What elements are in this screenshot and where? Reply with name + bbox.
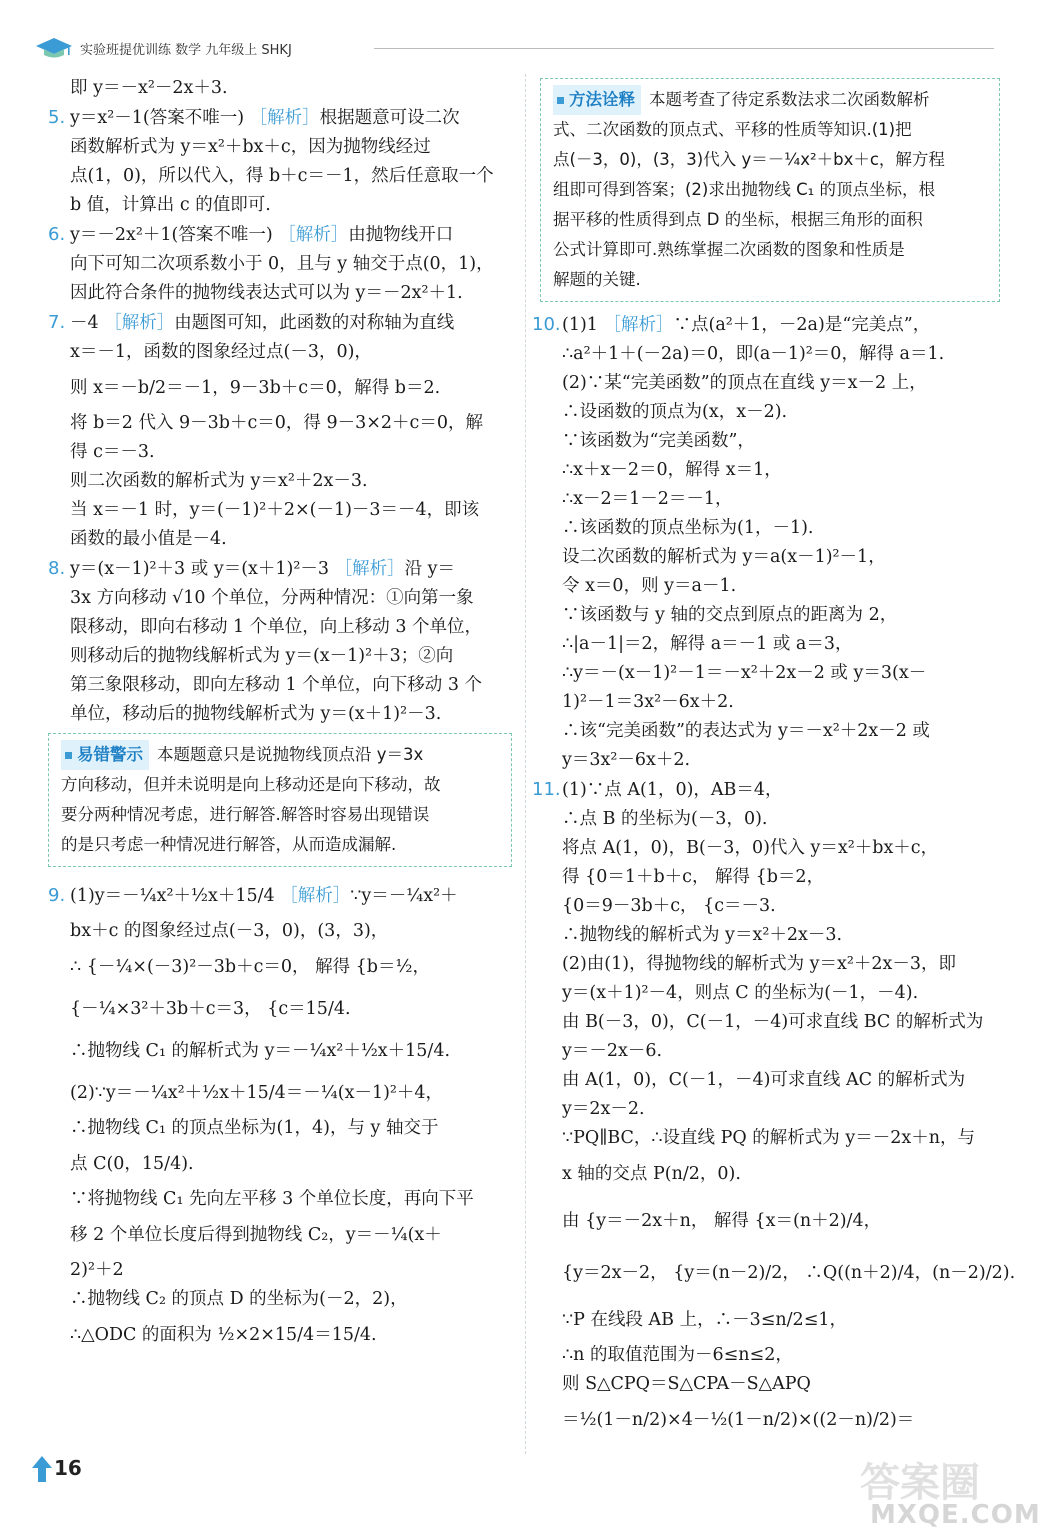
text-line: 函数的最小值是－4. bbox=[70, 529, 227, 549]
answer-text: y＝－2x²＋1(答案不唯一) bbox=[70, 225, 273, 245]
text-line: x 轴的交点 P(n/2，0). bbox=[562, 1164, 741, 1184]
text-line: ∵y＝－¼x²＋ bbox=[350, 886, 458, 906]
text-line: b 值，计算出 c 的值即可. bbox=[70, 195, 271, 215]
text-line: (1)∵点 A(1，0)，AB＝4， bbox=[562, 780, 783, 800]
text-line: 则二次函数的解析式为 y＝x²＋2x－3. bbox=[70, 471, 368, 491]
text-line: 移 2 个单位长度后得到抛物线 C₂，y＝－¼(x＋ bbox=[70, 1225, 442, 1245]
text-line: 得 {0＝1＋b＋c， 解得 {b＝2， bbox=[562, 867, 825, 887]
answer-text: y＝(x－1)²＋3 或 y＝(x＋1)²－3 bbox=[70, 559, 330, 579]
text-line: 因此符合条件的抛物线表达式可以为 y＝－2x²＋1. bbox=[70, 283, 463, 303]
text-line: 1)²－1＝3x²－6x＋2. bbox=[562, 692, 734, 712]
text-line: ∴x＋x－2＝0，解得 x＝1， bbox=[562, 460, 782, 480]
text-line: ∴|a－1|＝2，解得 a＝－1 或 a＝3， bbox=[562, 634, 853, 654]
text-line: ∵将抛物线 C₁ 先向左平移 3 个单位长度，再向下平 bbox=[70, 1189, 474, 1209]
text-line: 则 x＝－b/2＝－1，9－3b＋c＝0，解得 b＝2. bbox=[70, 378, 441, 398]
text-line: 式、二次函数的顶点式、平移的性质等知识.(1)把 bbox=[553, 120, 912, 139]
watermark-url: MXQE.COM bbox=[870, 1500, 1041, 1530]
text-line: 由 A(1，0)，C(－1，－4)可求直线 AC 的解析式为 bbox=[562, 1070, 966, 1090]
page-number: 16 bbox=[54, 1456, 82, 1480]
text-line: ∵P 在线段 AB 上，∴－3≤n/2≤1， bbox=[562, 1310, 847, 1330]
text-line: 向下可知二次项系数小于 0，且与 y 轴交于点(0，1)， bbox=[70, 254, 494, 274]
answer-text: －4 bbox=[70, 313, 99, 333]
question-number: 5. bbox=[48, 107, 66, 128]
method-explanation-box bbox=[540, 78, 1000, 302]
text-line: 则 S△CPQ＝S△CPA－S△APQ bbox=[562, 1374, 811, 1394]
page-header bbox=[34, 34, 994, 62]
text-line: 2)²＋2 bbox=[70, 1260, 124, 1280]
answer-text: (1)1 bbox=[562, 315, 598, 335]
header-rule bbox=[374, 48, 994, 49]
question-number: 9. bbox=[48, 885, 66, 906]
text-line: 3x 方向移动 √10 个单位，分两种情况：①向第一象 bbox=[70, 588, 474, 608]
text-line: (2)∵某“完美函数”的顶点在直线 y＝x－2 上， bbox=[562, 373, 927, 393]
text-line: 的是只考虑一种情况进行解答，从而造成漏解. bbox=[61, 835, 397, 854]
question-number: 10. bbox=[532, 314, 561, 335]
text-line: 方向移动，但并未说明是向上移动还是向下移动，故 bbox=[61, 775, 441, 794]
analysis-tag: ［解析］ bbox=[278, 225, 349, 245]
text-line: ∴抛物线 C₂ 的顶点 D 的坐标为(－2，2)， bbox=[70, 1289, 408, 1309]
text-line: ∵该函数与 y 轴的交点到原点的距离为 2， bbox=[562, 605, 898, 625]
text-line: {－¼×3²＋3b＋c＝3， {c＝15/4. bbox=[70, 999, 351, 1019]
text-line: ∴y＝－(x－1)²－1＝－x²＋2x－2 或 y＝3(x－ bbox=[562, 663, 927, 683]
right-column bbox=[532, 74, 1016, 1441]
watermark-logo bbox=[858, 1456, 1028, 1506]
text-line: 由 {y＝－2x＋n， 解得 {x＝(n＋2)/4， bbox=[562, 1211, 882, 1231]
answer-7 bbox=[48, 308, 512, 554]
text-line: ∴抛物线 C₁ 的顶点坐标为(1，4)，与 y 轴交于 bbox=[70, 1118, 439, 1138]
page-number-badge bbox=[30, 1454, 90, 1486]
answer-5 bbox=[48, 103, 512, 220]
answer-11 bbox=[532, 775, 1016, 1441]
left-column bbox=[48, 74, 512, 1356]
text-line: 公式计算即可.熟练掌握二次函数的图象和性质是 bbox=[553, 240, 905, 259]
analysis-tag: ［解析］ bbox=[280, 886, 351, 906]
analysis-tag: ［解析］ bbox=[249, 108, 320, 128]
text-line: y＝3x²－6x＋2. bbox=[562, 750, 691, 770]
text-line: ∴抛物线 C₁ 的解析式为 y＝－¼x²＋½x＋15/4. bbox=[70, 1041, 451, 1061]
text-line: 由题图可知，此函数的对称轴为直线 bbox=[174, 313, 455, 333]
text-line: 由抛物线开口 bbox=[348, 225, 454, 245]
question-number: 7. bbox=[48, 312, 66, 333]
text-line: ∵该函数为“完美函数”， bbox=[562, 431, 755, 451]
answer-10 bbox=[532, 310, 1000, 775]
text-line: ∴设函数的顶点为(x，x－2). bbox=[562, 402, 788, 422]
error-warning-box bbox=[48, 733, 512, 867]
analysis-tag: ［解析］ bbox=[104, 313, 175, 333]
column-divider bbox=[525, 74, 526, 1454]
text-line: 组即可得到答案；(2)求出抛物线 C₁ 的顶点坐标，根 bbox=[553, 180, 935, 199]
text-line: 本题考查了待定系数法求二次函数解析 bbox=[649, 90, 930, 109]
mortarboard-icon bbox=[34, 36, 74, 60]
answer-9 bbox=[48, 875, 512, 1356]
text-line: 函数解析式为 y＝x²＋bx＋c，因为抛物线经过 bbox=[70, 137, 431, 157]
text-line: ∴ {－¼×(－3)²－3b＋c＝0， 解得 {b＝½， bbox=[70, 957, 430, 977]
text-line: {0＝9－3b＋c， {c＝－3. bbox=[562, 896, 776, 916]
text-line: y＝(x＋1)²－4，则点 C 的坐标为(－1，－4). bbox=[562, 983, 919, 1003]
text-line: ∵点(a²＋1，－2a)是“完美点”， bbox=[673, 315, 931, 335]
text-line: 解题的关键. bbox=[553, 270, 641, 289]
text-line: ∴点 B 的坐标为(－3，0). bbox=[562, 809, 768, 829]
question-number: 6. bbox=[48, 224, 66, 245]
arrow-up-icon bbox=[30, 1454, 54, 1484]
answer-text: y＝x²－1(答案不唯一) bbox=[70, 108, 245, 128]
watermark bbox=[858, 1456, 1041, 1534]
analysis-tag: ［解析］ bbox=[334, 559, 405, 579]
text-line: x＝－1，函数的图象经过点(－3，0)， bbox=[70, 342, 372, 362]
text-line: 第三象限移动，即向左移动 1 个单位，向下移动 3 个 bbox=[70, 675, 483, 695]
text-line: ∵PQ∥BC，∴设直线 PQ 的解析式为 y＝－2x＋n，与 bbox=[562, 1128, 976, 1148]
text-line: 点(－3，0)，(3，3)代入 y＝－¼x²＋bx＋c，解方程 bbox=[553, 150, 945, 169]
text-line: 据平移的性质得到点 D 的坐标，根据三角形的面积 bbox=[553, 210, 923, 229]
text-line: 设二次函数的解析式为 y＝a(x－1)²－1， bbox=[562, 547, 886, 567]
text-line: 点(1，0)，所以代入，得 b＋c＝－1，然后任意取一个 bbox=[70, 166, 494, 186]
question-number: 11. bbox=[532, 779, 561, 800]
question-number: 8. bbox=[48, 558, 66, 579]
text-line: ∴n 的取值范围为－6≤n≤2， bbox=[562, 1345, 793, 1365]
text-line: 将 b＝2 代入 9－3b＋c＝0，得 9－3×2＋c＝0，解 bbox=[70, 413, 483, 433]
text-line: (2)由(1)，得抛物线的解析式为 y＝x²＋2x－3，即 bbox=[562, 954, 957, 974]
text-line: (2)∵y＝－¼x²＋½x＋15/4＝－¼(x－1)²＋4， bbox=[70, 1083, 444, 1103]
text-line: 则移动后的抛物线解析式为 y＝(x－1)²＋3；②向 bbox=[70, 646, 454, 666]
header-title: 实验班提优训练 数学 九年级上 SHKJ bbox=[80, 43, 292, 58]
text-line: 点 C(0，15/4). bbox=[70, 1154, 194, 1174]
text-line: 本题题意只是说抛物线顶点沿 y＝3x bbox=[157, 745, 424, 764]
text-line: y＝－2x－6. bbox=[562, 1041, 663, 1061]
answer-6 bbox=[48, 220, 512, 308]
svg-text:答案圈: 答案圈 bbox=[860, 1460, 980, 1506]
text-line: 由 B(－3，0)，C(－1，－4)可求直线 BC 的解析式为 bbox=[562, 1012, 984, 1032]
text-line: ∴抛物线的解析式为 y＝x²＋2x－3. bbox=[562, 925, 843, 945]
text-line: 根据题意可设二次 bbox=[319, 108, 460, 128]
text-line: ∴△ODC 的面积为 ½×2×15/4＝15/4. bbox=[70, 1325, 377, 1345]
text-line: {y＝2x－2， {y＝(n－2)/2， ∴Q((n＋2)/4，(n－2)/2). bbox=[562, 1263, 1016, 1283]
text-line: 限移动，即向右移动 1 个单位，向上移动 3 个单位， bbox=[70, 617, 483, 637]
text-line: y＝2x－2. bbox=[562, 1099, 645, 1119]
text-line: ＝½(1－n/2)×4－½(1－n/2)×((2－n)/2)＝ bbox=[562, 1410, 915, 1430]
text-line: ∴该“完美函数”的表达式为 y＝－x²＋2x－2 或 bbox=[562, 721, 930, 741]
text-line: 单位，移动后的抛物线解析式为 y＝(x＋1)²－3. bbox=[70, 704, 442, 724]
text-line: 要分两种情况考虑，进行解答.解答时容易出现错误 bbox=[61, 805, 430, 824]
answer-text: (1)y＝－¼x²＋½x＋15/4 bbox=[70, 886, 275, 906]
text-line: 当 x＝－1 时，y＝(－1)²＋2×(－1)－3＝－4，即该 bbox=[70, 500, 480, 520]
analysis-tag: ［解析］ bbox=[603, 315, 674, 335]
text-line: 沿 y＝ bbox=[404, 559, 456, 579]
text-line: 得 c＝－3. bbox=[70, 442, 155, 462]
text-line: 将点 A(1，0)，B(－3，0)代入 y＝x²＋bx＋c， bbox=[562, 838, 939, 858]
box-title: 方法诠释 bbox=[553, 85, 641, 115]
text-line: ∴该函数的顶点坐标为(1，－1). bbox=[562, 518, 814, 538]
text-line: 即 y＝－x²－2x＋3. bbox=[70, 78, 228, 98]
text-line: 令 x＝0，则 y＝a－1. bbox=[562, 576, 737, 596]
text-line: bx＋c 的图象经过点(－3，0)，(3，3)， bbox=[70, 921, 389, 941]
answer-8 bbox=[48, 554, 512, 729]
text-line: ∴a²＋1＋(－2a)＝0，即(a－1)²＝0，解得 a＝1. bbox=[562, 344, 945, 364]
box-title: 易错警示 bbox=[61, 740, 149, 770]
text-line: ∴x－2＝1－2＝－1， bbox=[562, 489, 733, 509]
